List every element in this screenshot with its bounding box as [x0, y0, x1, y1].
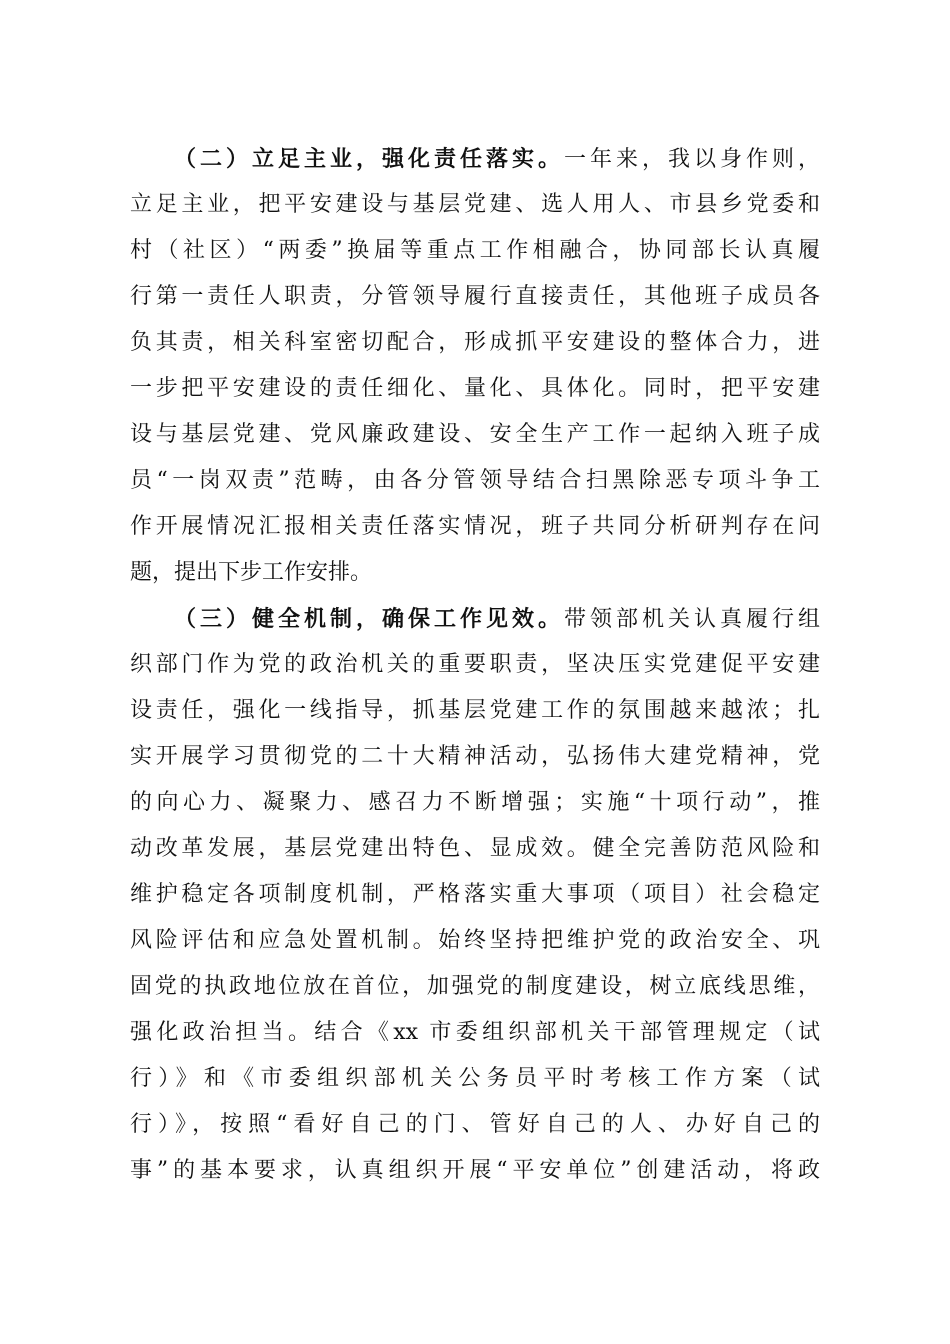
section3-line-6: 维护稳定各项制度机制，严格落实重大事项（项目）社会稳定 — [130, 882, 820, 907]
section2-line-5: 一步把平安建设的责任细化、量化、具体化。同时，把平安建 — [130, 376, 820, 401]
section3-line-12: 事”的基本要求，认真组织开展“平安单位”创建活动，将政 — [130, 1158, 820, 1183]
section3-line-10: 行）》和《市委组织部机关公务员平时考核工作方案（试 — [130, 1066, 820, 1091]
section3-line-4: 的向心力、凝聚力、感召力不断增强；实施“十项行动”，推 — [130, 790, 820, 815]
section2-first-line — [130, 136, 820, 182]
section3-line-11: 行）》，按照“看好自己的门、管好自己的人、办好自己的 — [130, 1112, 820, 1137]
section2-line-9: 题，提出下步工作安排。 — [130, 560, 373, 585]
section3-line-1: 织部门作为党的政治机关的重要职责，坚决压实党建促平安建 — [130, 652, 820, 677]
section2-line-2: 村（社区）“两委”换届等重点工作相融合，协同部长认真履 — [130, 238, 820, 263]
section3-line-3: 实开展学习贯彻党的二十大精神活动，弘扬伟大建党精神，党 — [130, 744, 820, 769]
section3-line-2: 设责任，强化一线指导，抓基层党建工作的氛围越来越浓；扎 — [130, 698, 820, 723]
section2-line-0: 一年来，我以身作则， — [563, 147, 820, 172]
section2-line-1: 立足主业，把平安建设与基层党建、选人用人、市县乡党委和 — [130, 192, 820, 217]
section3-line-5: 动改革发展，基层党建出特色、显成效。健全完善防范风险和 — [130, 836, 820, 861]
section2-line-6: 设与基层党建、党风廉政建设、安全生产工作一起纳入班子成 — [130, 422, 820, 447]
section2-heading: （二）立足主业，强化责任落实。 — [174, 146, 564, 172]
section2-line-3: 行第一责任人职责，分管领导履行直接责任，其他班子成员各 — [130, 284, 820, 309]
section3-line-0: 带领部机关认真履行组 — [563, 607, 820, 632]
document-body — [130, 136, 820, 1194]
section2-line-8: 作开展情况汇报相关责任落实情况，班子共同分析研判存在问 — [130, 514, 820, 539]
section3-first-line — [130, 596, 820, 642]
section3-line-7: 风险评估和应急处置机制。始终坚持把维护党的政治安全、巩 — [130, 928, 820, 953]
section2-line-4: 负其责，相关科室密切配合，形成抓平安建设的整体合力，进 — [130, 330, 820, 355]
section3-line-9: 强化政治担当。结合《xx 市委组织部机关干部管理规定（试 — [130, 1020, 820, 1045]
section2-line-7: 员“一岗双责”范畴，由各分管领导结合扫黑除恶专项斗争工 — [130, 468, 820, 493]
section3-line-8: 固党的执政地位放在首位，加强党的制度建设，树立底线思维， — [130, 974, 820, 999]
section3-heading: （三）健全机制，确保工作见效。 — [174, 606, 564, 632]
